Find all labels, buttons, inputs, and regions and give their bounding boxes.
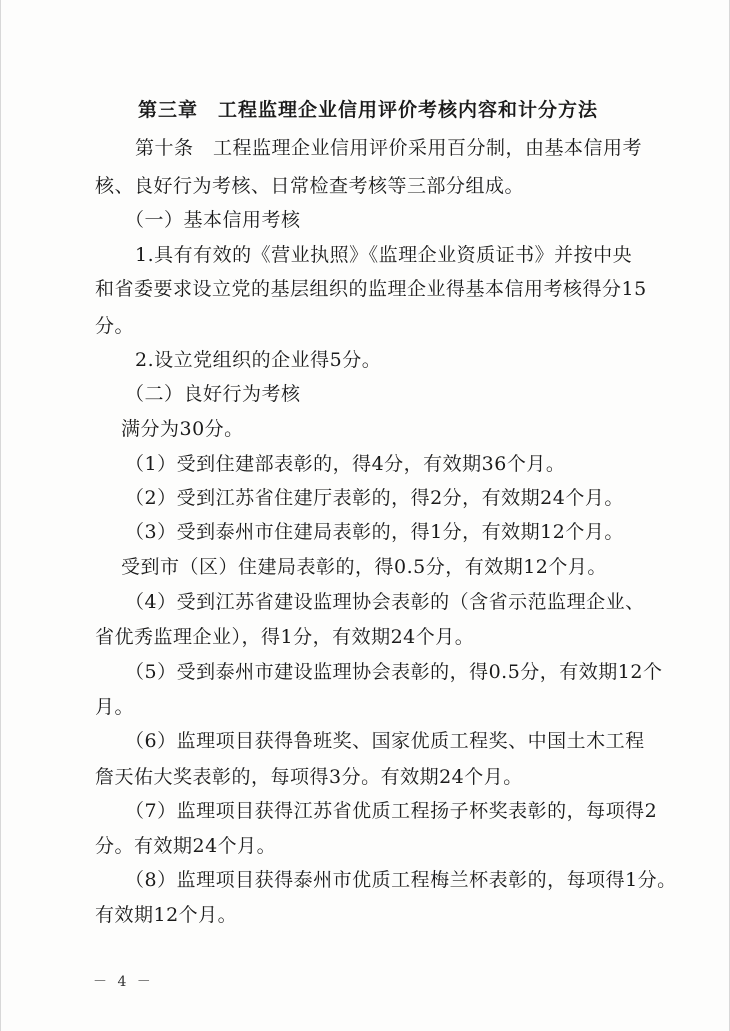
section-heading: （二）良好行为考核 [125, 383, 301, 405]
list-item: （5）受到泰州市建设监理协会表彰的，得0.5分，有效期12个 [125, 661, 663, 683]
list-item: （1）受到住建部表彰的，得4分，有效期36个月。 [125, 453, 566, 475]
text-line: 1.具有有效的《营业执照》《监理企业资质证书》并按中央 [135, 244, 633, 266]
text-line: 第十条 工程监理企业信用评价采用百分制，由基本信用考 [135, 137, 643, 159]
text-line: 和省委要求设立党的基层组织的监理企业得基本信用考核得分15 [95, 278, 647, 300]
text-line: 满分为30分。 [121, 418, 244, 440]
list-item: （6）监理项目获得鲁班奖、国家优质工程奖、中国土木工程 [125, 730, 645, 752]
list-item: （8）监理项目获得泰州市优质工程梅兰杯表彰的，每项得1分。 [125, 869, 677, 891]
text-line: 分。 [95, 315, 135, 337]
list-item: （2）受到江苏省住建厅表彰的，得2分，有效期24个月。 [125, 487, 624, 509]
list-item: （4）受到江苏省建设监理协会表彰的（含省示范监理企业、 [125, 591, 645, 613]
list-item: （7）监理项目获得江苏省优质工程扬子杯奖表彰的，每项得2 [125, 800, 658, 822]
section-heading: （一）基本信用考核 [125, 209, 301, 231]
text-line: 核、良好行为考核、日常检查考核等三部分组成。 [95, 175, 525, 197]
list-item: （3）受到泰州市住建局表彰的，得1分，有效期12个月。 [125, 521, 624, 543]
text-line: 受到市（区）住建局表彰的，得0.5分，有效期12个月。 [121, 556, 607, 578]
text-line: 2.设立党组织的企业得5分。 [135, 349, 382, 371]
text-line: 分。有效期24个月。 [95, 835, 277, 857]
text-line: 詹天佑大奖表彰的，每项得3分。有效期24个月。 [95, 766, 523, 788]
chapter-title: 第三章 工程监理企业信用评价考核内容和计分方法 [138, 99, 599, 121]
page-number: － 4 － [93, 974, 154, 990]
text-line: 月。 [95, 696, 135, 718]
text-line: 有效期12个月。 [95, 904, 238, 926]
text-line: 省优秀监理企业），得1分，有效期24个月。 [95, 626, 475, 648]
